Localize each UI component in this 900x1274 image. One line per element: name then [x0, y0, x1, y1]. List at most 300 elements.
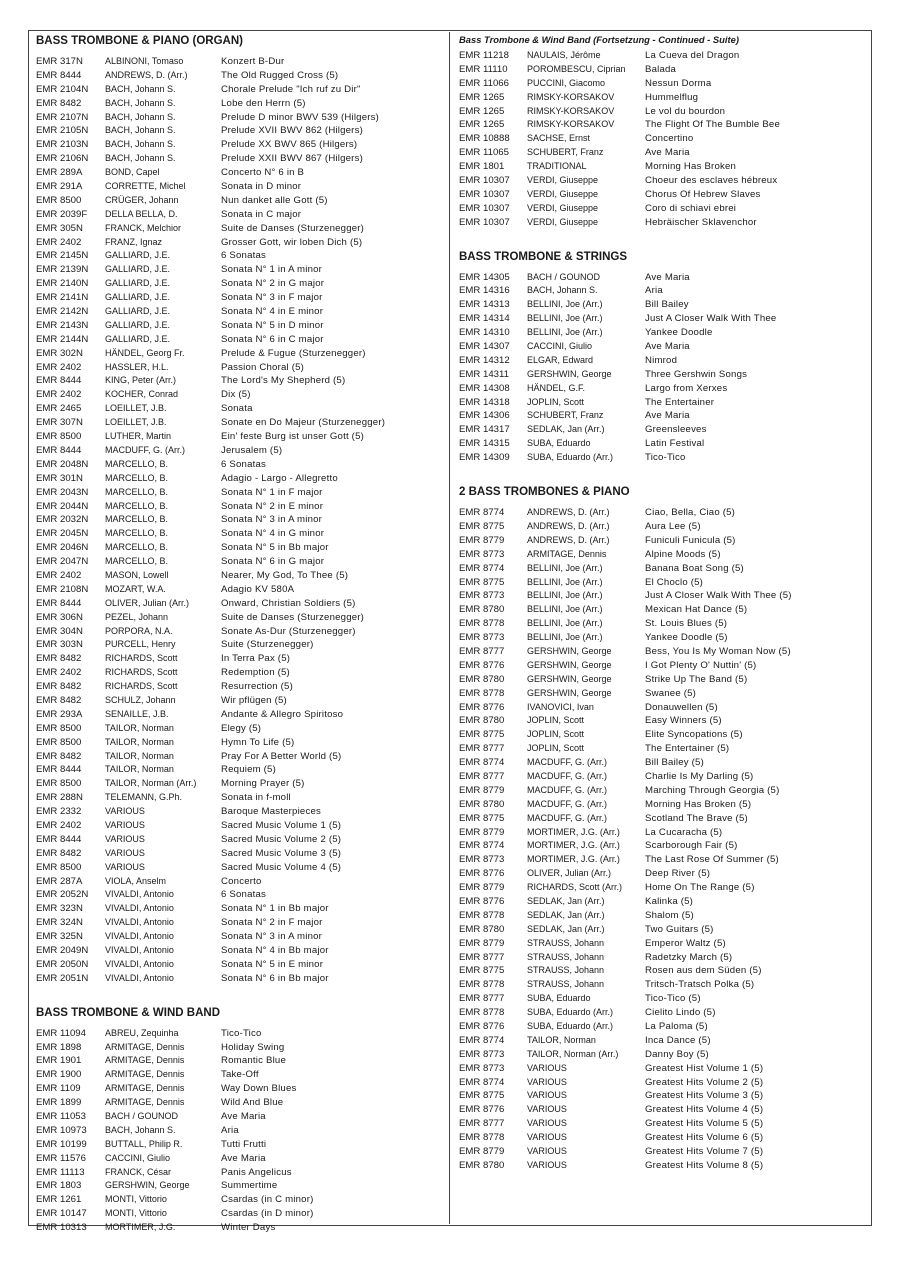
work-title: Pray For A Better World (5)	[221, 750, 342, 762]
composer-name: SACHSE, Ernst	[527, 133, 591, 144]
composer-name: RIMSKY-KORSAKOV	[527, 91, 615, 102]
work-title: Elite Syncopations (5)	[645, 729, 743, 741]
work-title: Alpine Moods (5)	[645, 548, 721, 560]
composer-name: BACH / GOUNOD	[527, 271, 601, 282]
composer-name: BACH, Johann S.	[105, 1124, 176, 1135]
work-title: Rosen aus dem Süden (5)	[645, 965, 762, 977]
work-title: Prelude XVII BWV 862 (Hilgers)	[221, 125, 363, 137]
work-title: Ave Maria	[221, 1111, 266, 1123]
catalog-number: EMR 8779	[459, 1146, 505, 1158]
work-title: The Last Rose Of Summer (5)	[645, 854, 779, 866]
catalog-row	[459, 978, 864, 992]
catalog-number: EMR 14305	[459, 271, 510, 283]
catalog-row	[36, 486, 446, 500]
composer-name: PEZEL, Johann	[105, 611, 169, 622]
composer-name: BELLINI, Joe (Arr.)	[527, 327, 603, 338]
composer-name: MARCELLO, B.	[105, 472, 169, 483]
catalog-number: EMR 8482	[36, 847, 82, 859]
catalog-row	[459, 853, 864, 867]
work-title: Sonata in C major	[221, 208, 302, 220]
catalog-list	[459, 271, 864, 465]
composer-name: MARCELLO, B.	[105, 528, 169, 539]
catalog-row	[36, 69, 446, 83]
work-title: Wild And Blue	[221, 1097, 284, 1109]
catalog-row	[459, 271, 864, 285]
work-title: Easy Winners (5)	[645, 715, 722, 727]
composer-name: VERDI, Giuseppe	[527, 202, 599, 213]
catalog-number: EMR 8775	[459, 729, 505, 741]
composer-name: NAULAIS, Jérôme	[527, 50, 601, 60]
catalog-row	[36, 319, 446, 333]
catalog-row	[459, 839, 864, 853]
catalog-row	[36, 1166, 446, 1180]
work-title: Prelude D minor BWV 539 (Hilgers)	[221, 111, 380, 123]
composer-name: BACH, Johann S.	[105, 139, 176, 150]
catalog-row	[36, 430, 446, 444]
catalog-number: EMR 2049N	[36, 945, 89, 956]
work-title: Tico-Tico	[645, 452, 686, 464]
right-column	[459, 34, 864, 1173]
work-title: Adagio KV 580A	[221, 583, 295, 595]
catalog-number: EMR 14312	[459, 354, 510, 366]
work-title: Ciao, Bella, Ciao (5)	[645, 507, 736, 519]
catalog-number: EMR 2044N	[36, 500, 89, 512]
catalog-number: EMR 8779	[459, 534, 505, 546]
catalog-row	[36, 944, 446, 958]
catalog-number: EMR 11094	[36, 1027, 86, 1039]
work-title: Suite de Danses (Sturzenegger)	[221, 611, 365, 623]
composer-name: ABREU, Zequinha	[105, 1027, 179, 1038]
composer-name: GALLIARD, J.E.	[105, 306, 171, 317]
composer-name: TAILOR, Norman (Arr.)	[527, 1048, 619, 1059]
catalog-row	[36, 555, 446, 569]
catalog-row	[36, 902, 446, 916]
composer-name: SUBA, Eduardo	[527, 993, 591, 1004]
work-title: Sonata N° 1 in F major	[221, 486, 323, 498]
work-title: Elegy (5)	[221, 722, 262, 734]
catalog-number: EMR 317N	[36, 56, 83, 67]
catalog-row	[459, 105, 864, 119]
work-title: Lobe den Herrn (5)	[221, 97, 306, 109]
catalog-number: EMR 2050N	[36, 958, 89, 970]
catalog-number: EMR 2402	[36, 667, 82, 679]
work-title: Resurrection (5)	[221, 681, 293, 693]
column-divider	[449, 32, 450, 1224]
catalog-row	[459, 742, 864, 756]
catalog-number: EMR 8773	[459, 1062, 505, 1074]
work-title: Prelude & Fugue (Sturzenegger)	[221, 347, 366, 359]
work-title: Shalom (5)	[645, 909, 694, 921]
work-title: Marching Through Georgia (5)	[645, 784, 780, 796]
catalog-row	[459, 589, 864, 603]
catalog-number: EMR 8779	[459, 826, 505, 838]
catalog-number: EMR 1261	[36, 1194, 82, 1206]
catalog-number: EMR 8774	[459, 507, 505, 519]
composer-name: BACH, Johann S.	[105, 83, 176, 94]
catalog-row	[36, 583, 446, 597]
catalog-row	[36, 652, 446, 666]
catalog-number: EMR 302N	[36, 347, 83, 359]
composer-name: GALLIARD, J.E.	[105, 333, 171, 344]
work-title: Coro di schiavi ebrei	[645, 202, 737, 214]
catalog-row	[459, 756, 864, 770]
catalog-number: EMR 11053	[36, 1111, 86, 1123]
catalog-number: EMR 2144N	[36, 333, 89, 345]
catalog-number: EMR 10307	[459, 188, 510, 200]
catalog-number: EMR 11218	[459, 50, 509, 61]
catalog-number: EMR 8500	[36, 736, 82, 748]
catalog-row	[459, 1103, 864, 1117]
composer-name: MARCELLO, B.	[105, 556, 169, 567]
composer-name: CACCINI, Giulio	[105, 1152, 171, 1163]
catalog-number: EMR 8500	[36, 722, 82, 734]
catalog-number: EMR 8774	[459, 1034, 505, 1046]
catalog-number: EMR 2051N	[36, 972, 89, 984]
composer-name: PORPORA, N.A.	[105, 625, 173, 636]
catalog-number: EMR 324N	[36, 917, 83, 929]
work-title: Hymn To Life (5)	[221, 736, 295, 748]
work-title: Greatest Hits Volume 2 (5)	[645, 1076, 764, 1088]
catalog-row	[36, 541, 446, 555]
composer-name: GERSHWIN, George	[527, 673, 612, 684]
catalog-number: EMR 8482	[36, 694, 82, 706]
catalog-row	[36, 291, 446, 305]
catalog-number: EMR 2046N	[36, 542, 89, 554]
composer-name: SCHULZ, Johann	[105, 694, 176, 705]
catalog-row	[459, 659, 864, 673]
work-title: Sonata N° 4 in G minor	[221, 528, 325, 540]
catalog-row	[36, 680, 446, 694]
composer-name: JOPLIN, Scott	[527, 715, 585, 726]
catalog-number: EMR 8778	[459, 1132, 505, 1144]
composer-name: STRAUSS, Johann	[527, 951, 605, 962]
work-title: Prelude XXII BWV 867 (Hilgers)	[221, 153, 363, 165]
composer-name: BELLINI, Joe (Arr.)	[527, 618, 603, 629]
catalog-row	[36, 166, 446, 180]
catalog-number: EMR 8777	[459, 770, 505, 782]
work-title: Le vol du bourdon	[645, 105, 726, 117]
composer-name: HÄNDEL, G.F.	[527, 382, 586, 393]
work-title: Bess, You Is My Woman Now (5)	[645, 645, 791, 657]
work-title: Tico-Tico (5)	[645, 993, 701, 1005]
catalog-number: EMR 8482	[36, 681, 82, 693]
work-title: Sonata N° 3 in F major	[221, 292, 323, 304]
catalog-row	[36, 597, 446, 611]
composer-name: DELLA BELLA, D.	[105, 208, 178, 219]
composer-name: OLIVER, Julian (Arr.)	[527, 868, 612, 879]
catalog-row	[459, 284, 864, 298]
composer-name: BACH, Johann S.	[105, 125, 176, 136]
catalog-row	[36, 1152, 446, 1166]
work-title: Suite de Danses (Sturzenegger)	[221, 222, 365, 234]
work-title: Tritsch-Tratsch Polka (5)	[645, 979, 755, 991]
catalog-row	[36, 277, 446, 291]
work-title: Dix (5)	[221, 389, 251, 401]
catalog-number: EMR 10313	[36, 1222, 87, 1234]
catalog-number: EMR 2332	[36, 806, 82, 818]
work-title: Bill Bailey (5)	[645, 757, 704, 769]
composer-name: GALLIARD, J.E.	[105, 319, 171, 330]
composer-name: MARCELLO, B.	[105, 542, 169, 553]
work-title: Ave Maria	[645, 410, 690, 422]
composer-name: MORTIMER, J.G. (Arr.)	[527, 826, 620, 837]
work-title: Latin Festival	[645, 438, 705, 450]
catalog-row	[36, 180, 446, 194]
work-title: Baroque Masterpieces	[221, 806, 321, 818]
catalog-row	[36, 833, 446, 847]
catalog-number: EMR 8775	[459, 812, 505, 824]
composer-name: ARMITAGE, Dennis	[105, 1083, 185, 1094]
composer-name: VARIOUS	[105, 806, 145, 817]
catalog-row	[36, 194, 446, 208]
catalog-row	[36, 750, 446, 764]
composer-name: MACDUFF, G. (Arr.)	[527, 784, 607, 795]
catalog-number: EMR 1265	[459, 119, 505, 131]
catalog-number: EMR 14316	[459, 285, 510, 297]
catalog-row	[36, 416, 446, 430]
composer-name: LUTHER, Martin	[105, 431, 172, 442]
work-title: Mexican Hat Dance (5)	[645, 604, 748, 616]
work-title: Yankee Doodle (5)	[645, 632, 728, 644]
composer-name: MARCELLO, B.	[105, 486, 169, 497]
work-title: Romantic Blue	[221, 1055, 286, 1067]
catalog-number: EMR 8776	[459, 659, 505, 671]
catalog-number: EMR 2402	[36, 819, 82, 831]
catalog-number: EMR 306N	[36, 611, 83, 623]
work-title: 6 Sonatas	[221, 250, 267, 262]
work-title: Nessun Dorma	[645, 77, 712, 89]
work-title: Csardas (in D minor)	[221, 1208, 314, 1220]
composer-name: MOZART, W.A.	[105, 583, 166, 594]
composer-name: TRADITIONAL	[527, 161, 587, 172]
work-title: Morning Has Broken (5)	[645, 798, 752, 810]
composer-name: KOCHER, Conrad	[105, 389, 179, 400]
work-title: Sacred Music Volume 4 (5)	[221, 861, 342, 873]
work-title: Sonata N° 2 in F major	[221, 917, 323, 929]
work-title: La Cueva del Dragon	[645, 50, 740, 61]
catalog-number: EMR 14307	[459, 341, 510, 353]
catalog-row	[459, 63, 864, 77]
catalog-row	[459, 1048, 864, 1062]
composer-name: BELLINI, Joe (Arr.)	[527, 632, 603, 643]
catalog-row	[459, 964, 864, 978]
work-title: Danny Boy (5)	[645, 1048, 709, 1060]
catalog-row	[459, 826, 864, 840]
work-title: Just A Closer Walk With Thee (5)	[645, 590, 792, 602]
composer-name: VARIOUS	[105, 819, 145, 830]
catalog-number: EMR 10307	[459, 216, 510, 228]
catalog-row	[459, 396, 864, 410]
catalog-row	[36, 500, 446, 514]
catalog-number: EMR 8774	[459, 562, 505, 574]
work-title: The Flight Of The Bumble Bee	[645, 119, 781, 131]
composer-name: TAILOR, Norman	[527, 1034, 596, 1045]
composer-name: BACH, Johann S.	[105, 97, 176, 108]
composer-name: VIOLA, Anselm	[105, 875, 167, 886]
catalog-row	[459, 132, 864, 146]
catalog-number: EMR 2106N	[36, 153, 89, 165]
composer-name: GERSHWIN, George	[527, 368, 612, 379]
catalog-row	[36, 527, 446, 541]
composer-name: GERSHWIN, George	[527, 645, 612, 656]
work-title: Funiculi Funicula (5)	[645, 534, 736, 546]
catalog-row	[459, 784, 864, 798]
work-title: Chorale Prelude "Ich ruf zu Dir"	[221, 83, 361, 95]
catalog-row	[36, 97, 446, 111]
catalog-number: EMR 8500	[36, 778, 82, 790]
catalog-number: EMR 1899	[36, 1097, 82, 1109]
catalog-number: EMR 2047N	[36, 556, 89, 568]
work-title: Sonata in D minor	[221, 181, 302, 193]
catalog-number: EMR 325N	[36, 931, 83, 943]
work-title: Ein' feste Burg ist unser Gott (5)	[221, 431, 365, 443]
work-title: Charlie Is My Darling (5)	[645, 770, 754, 782]
catalog-list	[459, 49, 864, 230]
composer-name: VERDI, Giuseppe	[527, 175, 599, 186]
work-title: The Lord's My Shepherd (5)	[221, 375, 346, 387]
composer-name: GALLIARD, J.E.	[105, 264, 171, 275]
catalog-number: EMR 301N	[36, 472, 83, 484]
catalog-number: EMR 10199	[36, 1138, 87, 1150]
catalog-row	[36, 263, 446, 277]
work-title: Home On The Range (5)	[645, 882, 755, 894]
composer-name: SEDLAK, Jan (Arr.)	[527, 923, 605, 934]
work-title: Sonata N° 5 in D minor	[221, 319, 324, 331]
work-title: Bill Bailey	[645, 299, 689, 311]
work-title: Sacred Music Volume 1 (5)	[221, 819, 342, 831]
work-title: Hummelflug	[645, 91, 699, 103]
work-title: Deep River (5)	[645, 868, 711, 880]
work-title: Donauwellen (5)	[645, 701, 718, 713]
work-title: Tico-Tico	[221, 1027, 262, 1039]
composer-name: VIVALDI, Antonio	[105, 972, 174, 983]
catalog-row	[36, 1041, 446, 1055]
work-title: Tutti Frutti	[221, 1138, 267, 1150]
composer-name: MACDUFF, G. (Arr.)	[105, 444, 185, 455]
composer-name: LOEILLET, J.B.	[105, 417, 167, 428]
section-title: BASS TROMBONE & PIANO (ORGAN)	[36, 35, 243, 47]
catalog-number: EMR 1801	[459, 161, 505, 173]
catalog-number: EMR 8780	[459, 715, 505, 727]
catalog-row	[459, 298, 864, 312]
composer-name: PURCELL, Henry	[105, 639, 176, 650]
work-title: Sonata N° 6 in C major	[221, 333, 324, 345]
catalog-row	[36, 694, 446, 708]
catalog-number: EMR 8777	[459, 645, 505, 657]
catalog-number: EMR 2043N	[36, 486, 89, 498]
composer-name: HASSLER, H.L.	[105, 361, 169, 372]
composer-name: VIVALDI, Antonio	[105, 903, 174, 914]
catalog-row	[459, 1159, 864, 1173]
composer-name: RIMSKY-KORSAKOV	[527, 119, 615, 130]
composer-name: VARIOUS	[105, 833, 145, 844]
catalog-row	[36, 638, 446, 652]
catalog-row	[36, 625, 446, 639]
work-title: Winter Days	[221, 1222, 276, 1234]
catalog-row	[459, 382, 864, 396]
catalog-number: EMR 8444	[36, 375, 82, 387]
catalog-number: EMR 303N	[36, 639, 83, 651]
section-title: 2 BASS TROMBONES & PIANO	[459, 486, 630, 499]
catalog-row	[36, 111, 446, 125]
catalog-row	[459, 368, 864, 382]
work-title: Konzert B-Dur	[221, 56, 285, 67]
work-title: Way Down Blues	[221, 1083, 297, 1095]
composer-name: RICHARDS, Scott	[105, 667, 178, 678]
composer-name: VARIOUS	[527, 1062, 567, 1073]
catalog-row	[36, 305, 446, 319]
catalog-number: EMR 8780	[459, 1159, 505, 1171]
work-title: Sonata N° 4 in Bb major	[221, 945, 329, 956]
catalog-number: EMR 10973	[36, 1124, 87, 1136]
work-title: Sonata N° 2 in E minor	[221, 500, 324, 512]
catalog-row	[459, 992, 864, 1006]
composer-name: BELLINI, Joe (Arr.)	[527, 576, 603, 587]
work-title: Aria	[645, 285, 663, 297]
work-title: Nearer, My God, To Thee (5)	[221, 569, 349, 581]
catalog-number: EMR 2107N	[36, 111, 89, 123]
composer-name: VIVALDI, Antonio	[105, 917, 174, 928]
work-title: Sonata N° 1 in Bb major	[221, 903, 329, 915]
catalog-number: EMR 14311	[459, 368, 509, 380]
work-title: Sonata N° 6 in G major	[221, 556, 325, 568]
work-title: Passion Choral (5)	[221, 361, 305, 373]
catalog-row	[459, 77, 864, 91]
catalog-row	[459, 909, 864, 923]
section-2-bass-trombones-piano	[459, 485, 864, 1173]
work-title: Prelude XX BWV 865 (Hilgers)	[221, 139, 358, 151]
composer-name: POROMBESCU, Ciprian	[527, 63, 626, 74]
work-title: In Terra Pax (5)	[221, 653, 291, 665]
work-title: Aria	[221, 1124, 239, 1136]
composer-name: FRANCK, César	[105, 1166, 172, 1177]
work-title: Andante & Allegro Spiritoso	[221, 708, 344, 720]
catalog-row	[459, 423, 864, 437]
catalog-number: EMR 2103N	[36, 139, 89, 151]
catalog-number: EMR 11576	[36, 1152, 86, 1164]
catalog-number: EMR 2108N	[36, 583, 89, 595]
catalog-row	[459, 687, 864, 701]
catalog-number: EMR 8777	[459, 1118, 505, 1130]
catalog-row	[459, 951, 864, 965]
catalog-number: EMR 14306	[459, 410, 510, 422]
section-bass-trombone-piano-organ	[36, 34, 446, 986]
work-title: Greatest Hits Volume 3 (5)	[645, 1090, 764, 1102]
catalog-number: EMR 8778	[459, 979, 505, 991]
catalog-number: EMR 14315	[459, 438, 510, 450]
catalog-number: EMR 1265	[459, 91, 505, 103]
work-title: El Choclo (5)	[645, 576, 704, 588]
work-title: Balada	[645, 63, 677, 75]
catalog-row	[459, 631, 864, 645]
catalog-number: EMR 8778	[459, 1007, 505, 1019]
composer-name: ARMITAGE, Dennis	[105, 1097, 185, 1108]
catalog-row	[36, 569, 446, 583]
work-title: The Entertainer (5)	[645, 743, 730, 755]
composer-name: VARIOUS	[527, 1146, 567, 1157]
catalog-row	[36, 83, 446, 97]
composer-name: GALLIARD, J.E.	[105, 250, 171, 261]
composer-name: VERDI, Giuseppe	[527, 188, 599, 199]
composer-name: SEDLAK, Jan (Arr.)	[527, 424, 605, 435]
work-title: 6 Sonatas	[221, 458, 267, 470]
composer-name: BELLINI, Joe (Arr.)	[527, 313, 603, 324]
work-title: Aura Lee (5)	[645, 520, 701, 532]
composer-name: ELGAR, Edward	[527, 354, 594, 365]
composer-name: ANDREWS, D. (Arr.)	[527, 534, 610, 545]
catalog-row	[459, 520, 864, 534]
catalog-number: EMR 14309	[459, 452, 510, 464]
